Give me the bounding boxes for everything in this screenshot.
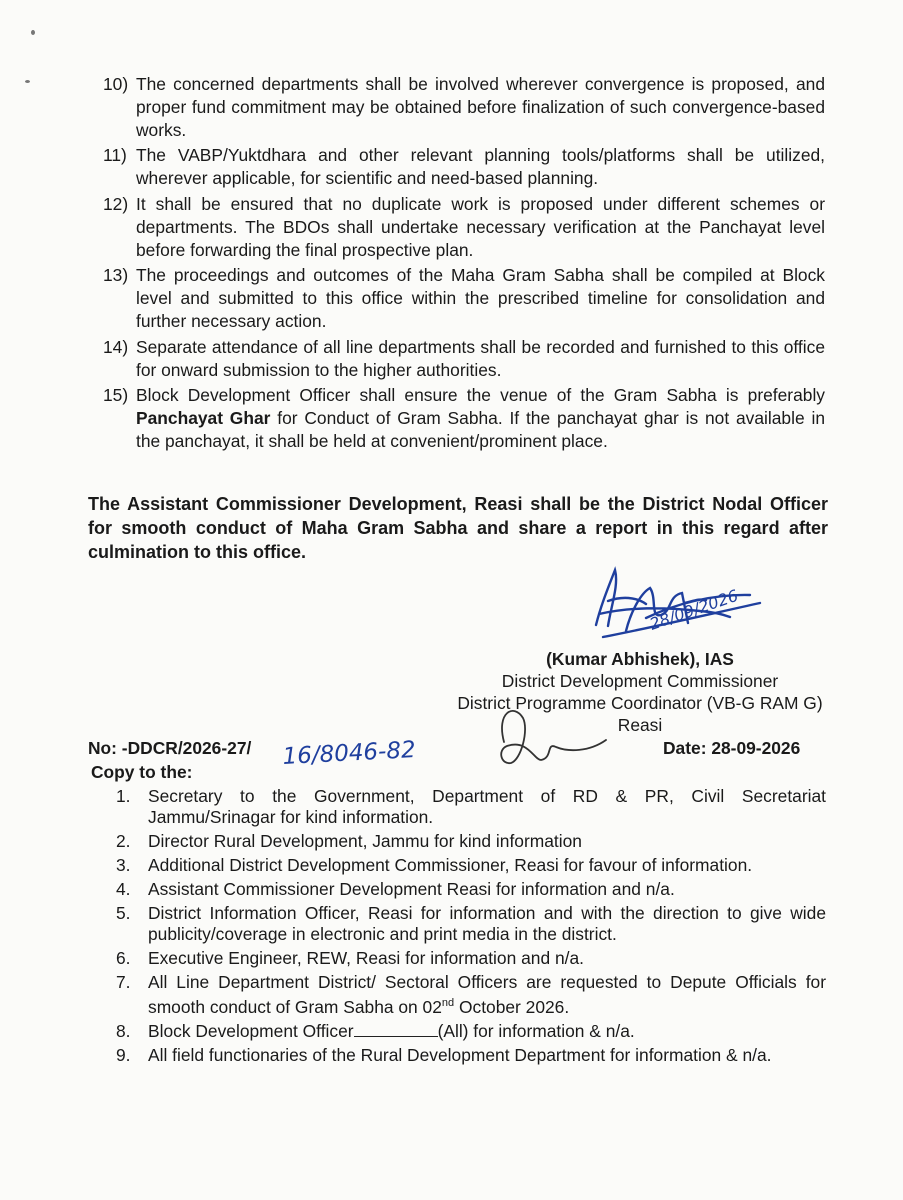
list-item <box>116 1045 826 1066</box>
item-number: 3. <box>116 855 131 875</box>
item-number: 12) <box>103 193 129 214</box>
item-text: The concerned departments shall be involved wherever convergence is proposed, and proper fund commitment may be obtained before finalization of such convergence-based works. <box>136 74 825 140</box>
list-item <box>116 831 826 852</box>
signatory-designation: District Programme Coordinator (VB-G RAM G) <box>457 693 823 713</box>
item-text: District Information Officer, Reasi for information and with the direction to give wide publicity/coverage in electronic and print media in the district. <box>148 903 826 944</box>
venue-emphasis: Panchayat Ghar <box>136 408 271 429</box>
list-item <box>116 879 826 900</box>
item-text: Separate attendance of all line departments shall be recorded and furnished to this office for onward submission to the higher authorities. <box>136 336 825 380</box>
item-text-part: (All) for information & n/a. <box>437 1020 635 1041</box>
item-text-part: Block Development Officer shall ensure the venue of the Gram Sabha is preferably <box>136 385 825 406</box>
item-text: All field functionaries of the Rural Development Department for information & n/a. <box>148 1044 772 1065</box>
item-text-part: for Conduct of Gram Sabha. If the panchayat ghar is not available in the panchayat, it shall be held at convenient/prominent place. <box>136 408 825 451</box>
copy-to-heading: Copy to the: <box>91 762 193 782</box>
item-text <box>148 972 826 1018</box>
item-text-part: All Line Department District/ Sectoral Officers are requested to Depute Officials for smooth conduct of Gram Sabha on 02 <box>148 972 826 1017</box>
item-text: Director Rural Development, Jammu for kind information <box>148 831 582 851</box>
item-text: Assistant Commissioner Development Reasi for information and n/a. <box>148 879 675 899</box>
item-number: 5. <box>116 903 131 923</box>
item-text-part: October 2026. <box>454 996 570 1017</box>
reference-number: No: -DDCR/2026-27/ <box>88 738 252 758</box>
item-text: Executive Engineer, REW, Reasi for information and n/a. <box>148 948 584 968</box>
list-item <box>116 903 826 945</box>
item-number: 10) <box>103 74 129 94</box>
item-text: The VABP/Yuktdhara and other relevant planning tools/platforms shall be utilized, wherever applicable, for scientific and need-based planning. <box>136 145 825 189</box>
item-number: 11) <box>103 145 127 166</box>
item-number: 7. <box>116 972 131 992</box>
handwritten-reference-number: 16/8046-82 <box>281 737 417 770</box>
item-text-part: Block Development Officer <box>148 1020 354 1041</box>
list-item <box>116 948 826 969</box>
item-text: The proceedings and outcomes of the Maha Gram Sabha shall be compiled at Block level and submitted to this office within the prescribed timeline for consolidation and further necessary action. <box>136 265 825 331</box>
copy-to-list <box>116 786 826 1069</box>
item-number: 14) <box>103 336 129 357</box>
list-item <box>116 1021 826 1042</box>
item-text: It shall be ensured that no duplicate work is proposed under different schemes or departments. The BDOs shall undertake necessary verification at the Panchayat level before forwarding the final prospective plan. <box>136 193 825 260</box>
item-number: 4. <box>116 879 131 899</box>
item-number: 8. <box>116 1020 131 1041</box>
item-text: Additional District Development Commissioner, Reasi for favour of information. <box>148 855 753 875</box>
list-item <box>116 786 826 828</box>
fill-in-blank <box>354 1021 438 1037</box>
handwritten-signature-date: 28/09/2026 <box>647 585 741 634</box>
item-number: 15) <box>103 385 129 406</box>
item-number: 6. <box>116 948 131 968</box>
item-number: 1. <box>116 786 131 806</box>
list-item <box>116 972 826 1018</box>
ordinal-suffix: nd <box>441 997 455 1009</box>
item-text <box>148 1021 826 1042</box>
list-item <box>116 855 826 876</box>
nodal-officer-statement: The Assistant Commissioner Development, Reasi shall be the District Nodal Officer for smooth conduct of Maha Gram Sabha and share a report in this regard after culmination to this office. <box>88 494 828 562</box>
signature-block <box>440 648 840 736</box>
item-number: 13) <box>103 265 129 286</box>
item-number: 2. <box>116 831 131 851</box>
letter-date: Date: 28-09-2026 <box>663 738 801 758</box>
signatory-place: Reasi <box>617 715 663 735</box>
signatory-designation: District Development Commissioner <box>501 671 779 691</box>
item-text: Secretary to the Government, Department of RD & PR, Civil Secretariat Jammu/Srinagar for kind information. <box>148 786 826 827</box>
item-number: 9. <box>116 1044 131 1065</box>
signatory-name: (Kumar Abhishek), IAS <box>546 649 734 669</box>
